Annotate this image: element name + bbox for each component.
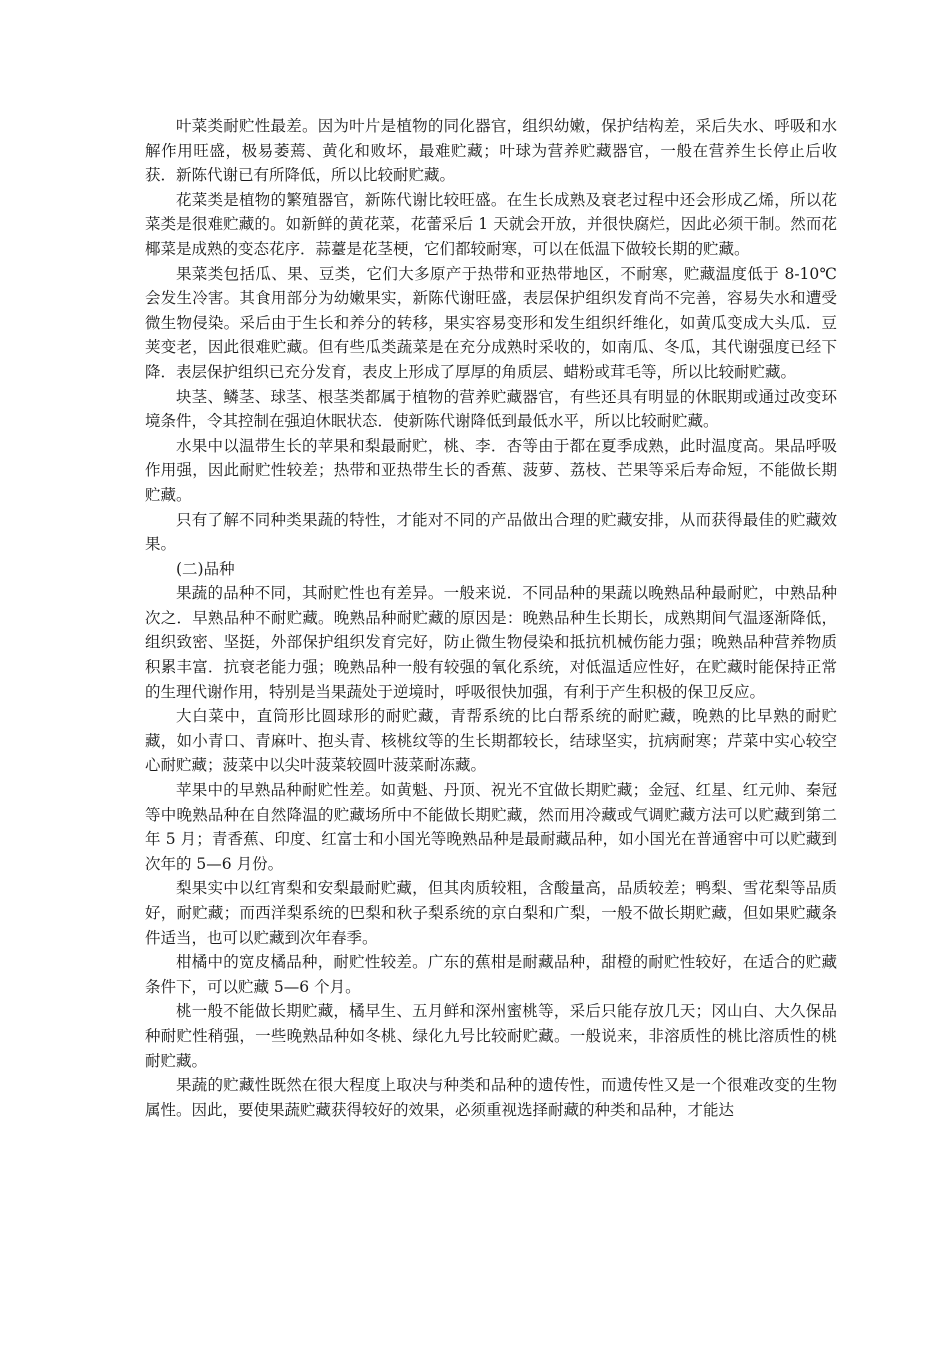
paragraph-leafy-vegetables: 叶菜类耐贮性最差。因为叶片是植物的同化器官，组织幼嫩，保护结构差，采后失水、呼吸和水解作用旺盛，极易萎蔫、黄化和败坏，最难贮藏；叶球为营养贮藏器官，一般在营养生长停止后收获．新陈代谢已有所降低，所以比较耐贮藏。 bbox=[145, 117, 837, 185]
paragraph-pears: 梨果实中以红宵梨和安梨最耐贮藏，但其肉质较粗，含酸量高，品质较差；鸭梨、雪花梨等品质好，耐贮藏；而西洋梨系统的巴梨和秋子梨系统的京白梨和广梨，一般不做长期贮藏，但如果贮藏条件适当，也可以贮藏到次年春季。 bbox=[145, 879, 837, 947]
paragraph-peaches: 桃一般不能做长期贮藏，橘早生、五月鲜和深州蜜桃等，采后只能存放几天；冈山白、大久保品种耐贮性稍强，一些晚熟品种如冬桃、绿化九号比较耐贮藏。一般说来，非溶质性的桃比溶质性的桃耐贮藏。 bbox=[145, 1002, 837, 1070]
paragraph-citrus: 柑橘中的宽皮橘品种，耐贮性较差。广东的蕉柑是耐藏品种，甜橙的耐贮性较好，在适合的贮藏条件下，可以贮藏 5—6 个月。 bbox=[145, 953, 837, 996]
paragraph-fruit-vegetables: 果菜类包括瓜、果、豆类，它们大多原产于热带和亚热带地区，不耐寒，贮藏温度低于 8-10℃会发生冷害。其食用部分为幼嫩果实，新陈代谢旺盛，表层保护组织发育尚不完善，容易失水和遭受微生物侵染。采后由于生长和养分的转移，果实容易变形和发生组织纤维化，如黄瓜变成大头瓜．豆荚变老，因此很难贮藏。但有些瓜类蔬菜是在充分成熟时采收的，如南瓜、冬瓜，其代谢强度已经下降．表层保护组织已充分发育，表皮上形成了厚厚的角质层、蜡粉或茸毛等，所以比较耐贮藏。 bbox=[145, 264, 837, 381]
paragraph-conclusion: 果蔬的贮藏性既然在很大程度上取决与种类和品种的遗传性，而遗传性又是一个很难改变的生物属性。因此，要使果蔬贮藏获得较好的效果，必须重视选择耐藏的种类和品种，才能达 bbox=[145, 1076, 837, 1119]
document-body bbox=[145, 114, 837, 1122]
paragraph-apples: 苹果中的早熟品种耐贮性差。如黄魁、丹顶、祝光不宜做长期贮藏；金冠、红星、红元帅、秦冠等中晚熟品种在自然降温的贮藏场所中不能做长期贮藏，然而用冷藏或气调贮藏方法可以贮藏到第二年 5 月；青香蕉、印度、红富士和小国光等晚熟品种是最耐藏品种，如小国光在普通窖中可以贮藏到次年的 5—6 月份。 bbox=[145, 781, 837, 873]
paragraph-flower-vegetables: 花菜类是植物的繁殖器官，新陈代谢比较旺盛。在生长成熟及衰老过程中还会形成乙烯，所以花菜类是很难贮藏的。如新鲜的黄花菜，花蕾采后 1 天就会开放，并很快腐烂，因此必须干制。然而花椰菜是成熟的变态花序．蒜薹是花茎梗，它们都较耐寒，可以在低温下做较长期的贮藏。 bbox=[145, 190, 837, 258]
paragraph-fruits: 水果中以温带生长的苹果和梨最耐贮，桃、李．杏等由于都在夏季成熟，此时温度高。果品呼吸作用强，因此耐贮性较差；热带和亚热带生长的香蕉、菠萝、荔枝、芒果等采后寿命短，不能做长期贮藏。 bbox=[145, 436, 837, 504]
paragraph-chinese-cabbage: 大白菜中，直筒形比圆球形的耐贮藏，青帮系统的比白帮系统的耐贮藏，晚熟的比早熟的耐贮藏，如小青口、青麻叶、抱头青、核桃纹等的生长期都较长，结球坚实，抗病耐寒；芹菜中实心较空心耐贮藏；菠菜中以尖叶菠菜较圆叶菠菜耐冻藏。 bbox=[145, 707, 837, 775]
paragraph-tubers-bulbs: 块茎、鳞茎、球茎、根茎类都属于植物的营养贮藏器官，有些还具有明显的休眠期或通过改变环境条件，令其控制在强迫休眠状态．使新陈代谢降低到最低水平，所以比较耐贮藏。 bbox=[145, 387, 837, 431]
paragraph-summary: 只有了解不同种类果蔬的特性，才能对不同的产品做出合理的贮藏安排，从而获得最佳的贮藏效果。 bbox=[145, 510, 837, 554]
paragraph-varieties-intro: 果蔬的品种不同，其耐贮性也有差异。一般来说．不同品种的果蔬以晚熟品种最耐贮，中熟品种次之．早熟品种不耐贮藏。晚熟品种耐贮藏的原因是：晚熟品种生长期长，成熟期间气温逐渐降低，组织致密、坚挺，外部保护组织发育完好，防止微生物侵染和抵抗机械伤能力强；晚熟品种营养物质积累丰富．抗衰老能力强；晚熟品种一般有较强的氧化系统，对低温适应性好，在贮藏时能保持正常的生理代谢作用，特别是当果蔬处于逆境时，呼吸很快加强，有利于产生积极的保卫反应。 bbox=[145, 584, 837, 701]
section-heading-varieties: (二)品种 bbox=[176, 559, 235, 578]
